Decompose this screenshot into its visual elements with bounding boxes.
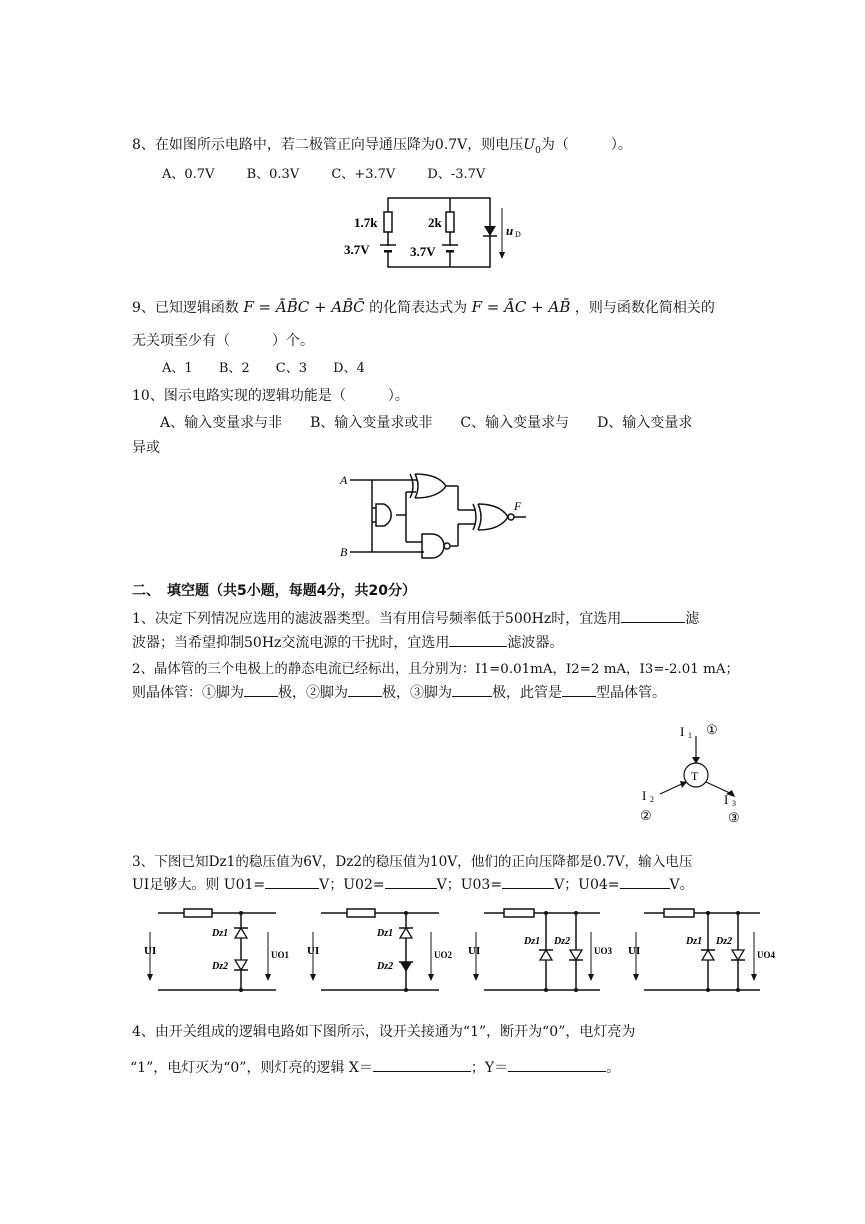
f2-i2-label: I <box>642 788 647 803</box>
f3-c4-dz1: Dz1 <box>686 936 703 947</box>
q10-label-b: B <box>340 545 348 559</box>
f3-c2-dz1: Dz1 <box>377 928 394 939</box>
q8-out-label: u <box>506 223 514 238</box>
q8-option-d: D、-3.7V <box>427 167 486 182</box>
q9-option-d: D、4 <box>333 361 365 376</box>
q9-options <box>162 357 365 376</box>
f3-blank-3[interactable] <box>502 874 554 889</box>
f3-c2-ui: UI <box>307 945 320 957</box>
q8-r1-label: 1.7k <box>354 215 378 230</box>
f2-i1-label: I <box>680 724 685 739</box>
f3-line2: UI足够大。则 U01= V；U02= V；U03= V；U04= V。 <box>132 874 694 894</box>
f2-pin2-label: ② <box>640 808 652 823</box>
f3-circuit-2 <box>303 902 459 998</box>
f3-circuit-1 <box>140 902 289 998</box>
f3-circuit-4 <box>626 902 784 998</box>
f2-transistor-diagram <box>636 718 754 826</box>
q8-text: 8、在如图所示电路中，若二极管正向导通压降为0.7V，则电压$U_0$为（ ）。 <box>132 137 632 156</box>
q8-option-b: B、0.3V <box>246 167 300 182</box>
f3-line1: 3、下图已知Dz1的稳压值为6V，Dz2的稳压值为10V，他们的正向压降都是0.7V，输入电压 <box>132 854 693 870</box>
f2-line2: 则晶体管：①脚为 极，②脚为 极，③脚为 极，此管是 型晶体管。 <box>132 682 666 702</box>
f3-c3-ui: UI <box>468 945 481 957</box>
q10-options: A、输入变量求与非 B、输入变量求或非 C、输入变量求与 D、输入变量求 <box>160 415 693 431</box>
f2-line1: 2、晶体管的三个电极上的静态电流已经标出，且分别为：I1=0.01mA，I2=2 mA，I3=-2.01 mA； <box>132 662 739 677</box>
f4-blank-x[interactable] <box>373 1057 471 1072</box>
f1-line2: 波器；当希望抑制50Hz交流电源的干扰时，宜选用 滤波器。 <box>132 632 563 652</box>
f3-c3-uo: UO3 <box>594 946 612 956</box>
f3-c4-dz2: Dz2 <box>716 936 733 947</box>
f2-pin3-label: ③ <box>728 810 740 825</box>
f1-blank-1[interactable] <box>621 608 685 623</box>
q10-options-cont: 异或 <box>132 440 160 456</box>
q9-option-b: B、2 <box>218 361 250 376</box>
f4-line2: “1”，电灯灭为“0”，则灯亮的逻辑 X＝ ；Y＝ 。 <box>130 1057 620 1077</box>
f3-c3-dz1: Dz1 <box>524 936 541 947</box>
f1-line1: 1、决定下列情况应选用的滤波器类型。当有用信号频率低于500Hz时，宜选用 滤 <box>132 608 699 628</box>
f3-c1-uo: UO1 <box>271 950 289 960</box>
q9-option-c: C、3 <box>275 361 307 376</box>
f3-c2-uo: UO2 <box>434 950 452 960</box>
f3-c1-dz1: Dz1 <box>212 928 229 939</box>
f3-blank-1[interactable] <box>265 874 319 889</box>
q10-logic-diagram <box>336 468 536 564</box>
f2-blank-2[interactable] <box>348 682 382 697</box>
f2-blank-3[interactable] <box>452 682 492 697</box>
f3-c1-dz2: Dz2 <box>212 961 229 972</box>
f3-circuit-3 <box>466 902 624 998</box>
f2-t-label: T <box>691 769 699 783</box>
q8-r2-label: 2k <box>428 215 442 230</box>
q8-options <box>162 163 485 182</box>
q10-label-f: F <box>514 499 522 513</box>
f3-c3-dz2: Dz2 <box>554 936 571 947</box>
q9-option-a: A、1 <box>162 361 193 376</box>
f4-blank-y[interactable] <box>508 1057 606 1072</box>
f3-blank-4[interactable] <box>620 874 670 889</box>
f1-blank-2[interactable] <box>449 632 507 647</box>
f2-i1-sub: 1 <box>688 731 692 740</box>
q9-expr1: F = ĀB̄C + AB̄C̄ <box>243 298 365 316</box>
q9-line2: 无关项至少有（ ）个。 <box>132 333 314 349</box>
q8-out-sub: D <box>515 230 521 239</box>
f3-c2-dz2: Dz2 <box>377 961 394 972</box>
f3-c4-ui: UI <box>628 945 641 957</box>
q8-v2-label: 3.7V <box>410 244 436 259</box>
f2-blank-4[interactable] <box>562 682 596 697</box>
f2-i3-label: I <box>724 792 729 807</box>
q8-option-c: C、+3.7V <box>331 167 396 182</box>
q9-text: 9、已知逻辑函数 F = ĀB̄C + AB̄C̄ 的化简表达式为 F = ĀC + AB̄ ，则与函数化简相关的 <box>132 298 715 316</box>
q9-expr2: F = ĀC + AB̄ <box>471 298 571 316</box>
f2-blank-1[interactable] <box>244 682 278 697</box>
section2-title: 二、 填空题（共5小题，每题4分，共20分） <box>132 583 416 599</box>
f3-c4-uo: UO4 <box>757 950 775 960</box>
f4-line1: 4、由开关组成的逻辑电路如下图所示，设开关接通为“1”，断开为“0”，电灯亮为 <box>132 1024 636 1040</box>
q8-option-a: A、0.7V <box>162 167 215 182</box>
q8-circuit-diagram <box>340 190 530 272</box>
f3-blank-2[interactable] <box>385 874 437 889</box>
q10-text: 10、图示电路实现的逻辑功能是（ ）。 <box>132 388 409 404</box>
f2-pin1-label: ① <box>706 722 718 737</box>
q10-label-a: A <box>340 473 348 487</box>
f2-i2-sub: 2 <box>650 795 654 804</box>
q8-v1-label: 3.7V <box>344 242 370 257</box>
f3-c1-ui: UI <box>144 945 157 957</box>
f2-i3-sub: 3 <box>732 799 736 808</box>
